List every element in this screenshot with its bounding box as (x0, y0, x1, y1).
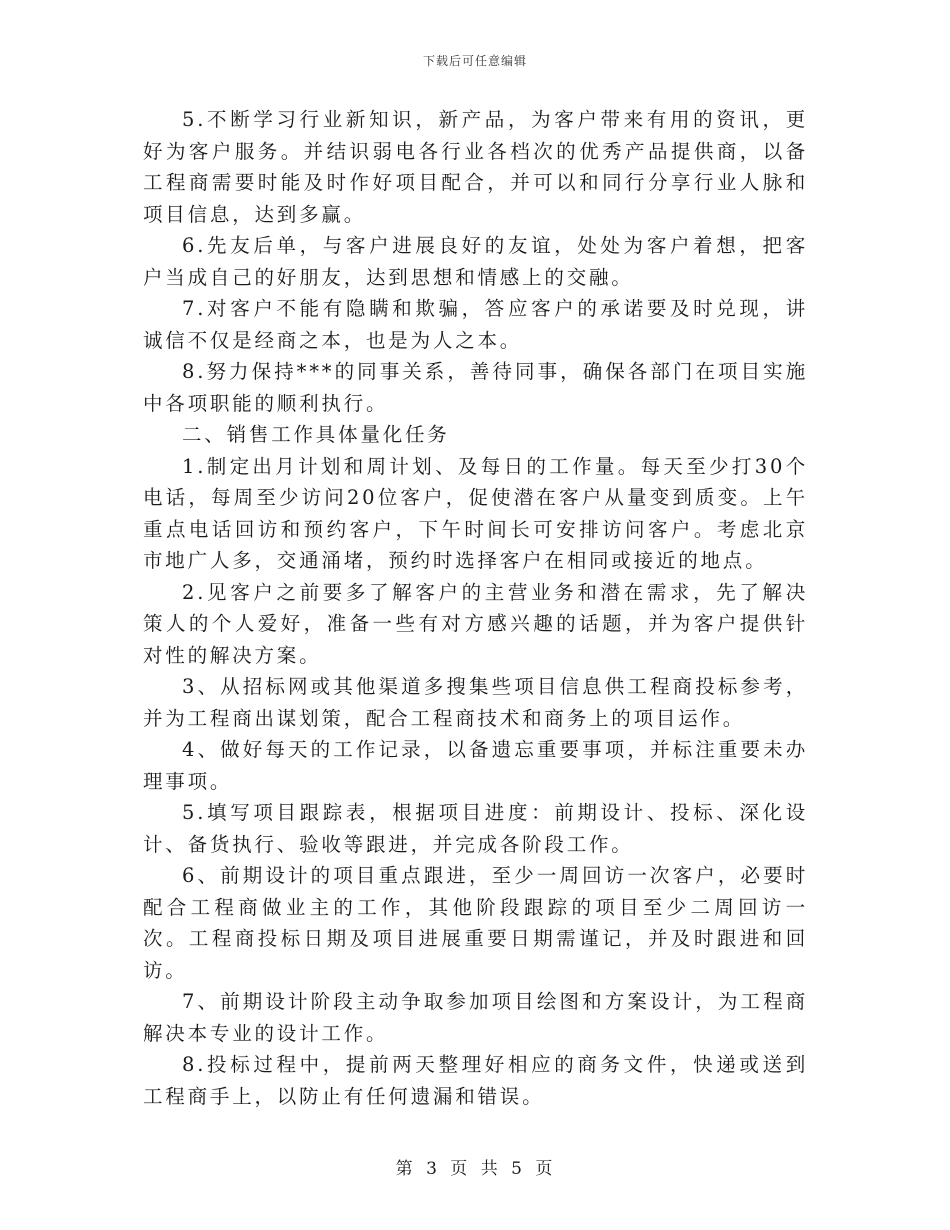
page-number-footer: 第 3 页 共 5 页 (395, 1159, 555, 1179)
paragraph-item-7: 7.对客户不能有隐瞒和欺骗，答应客户的承诺要及时兑现，讲诚信不仅是经商之本，也是为人之本。 (143, 297, 808, 352)
task-item-2: 2.见客户之前要多了解客户的主营业务和潜在需求，先了解决策人的个人爱好，准备一些有对方感兴趣的话题，并为客户提供针对性的解决方案。 (143, 580, 808, 667)
section-heading: 二、销售工作具体量化任务 (182, 423, 450, 446)
page-header: 下载后可任意编辑 (422, 54, 527, 68)
paragraph-item-6: 6.先友后单，与客户进展良好的友谊，处处为客户着想，把客户当成自己的好朋友，达到思想和情感上的交融。 (143, 234, 808, 289)
document-body (143, 104, 808, 1112)
task-item-5: 5.填写项目跟踪表，根据项目进度：前期设计、投标、深化设计、备货执行、验收等跟进，并完成各阶段工作。 (143, 801, 808, 856)
paragraph-item-8: 8.努力保持***的同事关系，善待同事，确保各部门在项目实施中各项职能的顺利执行。 (143, 360, 808, 415)
task-item-3: 3、从招标网或其他渠道多搜集些项目信息供工程商投标参考，并为工程商出谋划策，配合工程商技术和商务上的项目运作。 (143, 675, 808, 730)
paragraph-item-5: 5.不断学习行业新知识，新产品，为客户带来有用的资讯，更好为客户服务。并结识弱电各行业各档次的优秀产品提供商，以备工程商需要时能及时作好项目配合，并可以和同行分享行业人脉和项目信息，达到多赢。 (143, 108, 808, 226)
task-item-4: 4、做好每天的工作记录，以备遗忘重要事项，并标注重要未办理事项。 (143, 738, 808, 793)
task-item-7: 7、前期设计阶段主动争取参加项目绘图和方案设计，为工程商解决本专业的设计工作。 (143, 990, 808, 1045)
task-item-8: 8.投标过程中，提前两天整理好相应的商务文件，快递或送到工程商手上，以防止有任何遗漏和错误。 (143, 1053, 808, 1108)
task-item-1: 1.制定出月计划和周计划、及每日的工作量。每天至少打30个电话，每周至少访问20位客户，促使潜在客户从量变到质变。上午重点电话回访和预约客户，下午时间长可安排访问客户。考虑北京市地广人多，交通涌堵，预约时选择客户在相同或接近的地点。 (143, 454, 808, 572)
task-item-6: 6、前期设计的项目重点跟进，至少一周回访一次客户，必要时配合工程商做业主的工作，其他阶段跟踪的项目至少二周回访一次。工程商投标日期及项目进展重要日期需谨记，并及时跟进和回访。 (143, 864, 808, 982)
